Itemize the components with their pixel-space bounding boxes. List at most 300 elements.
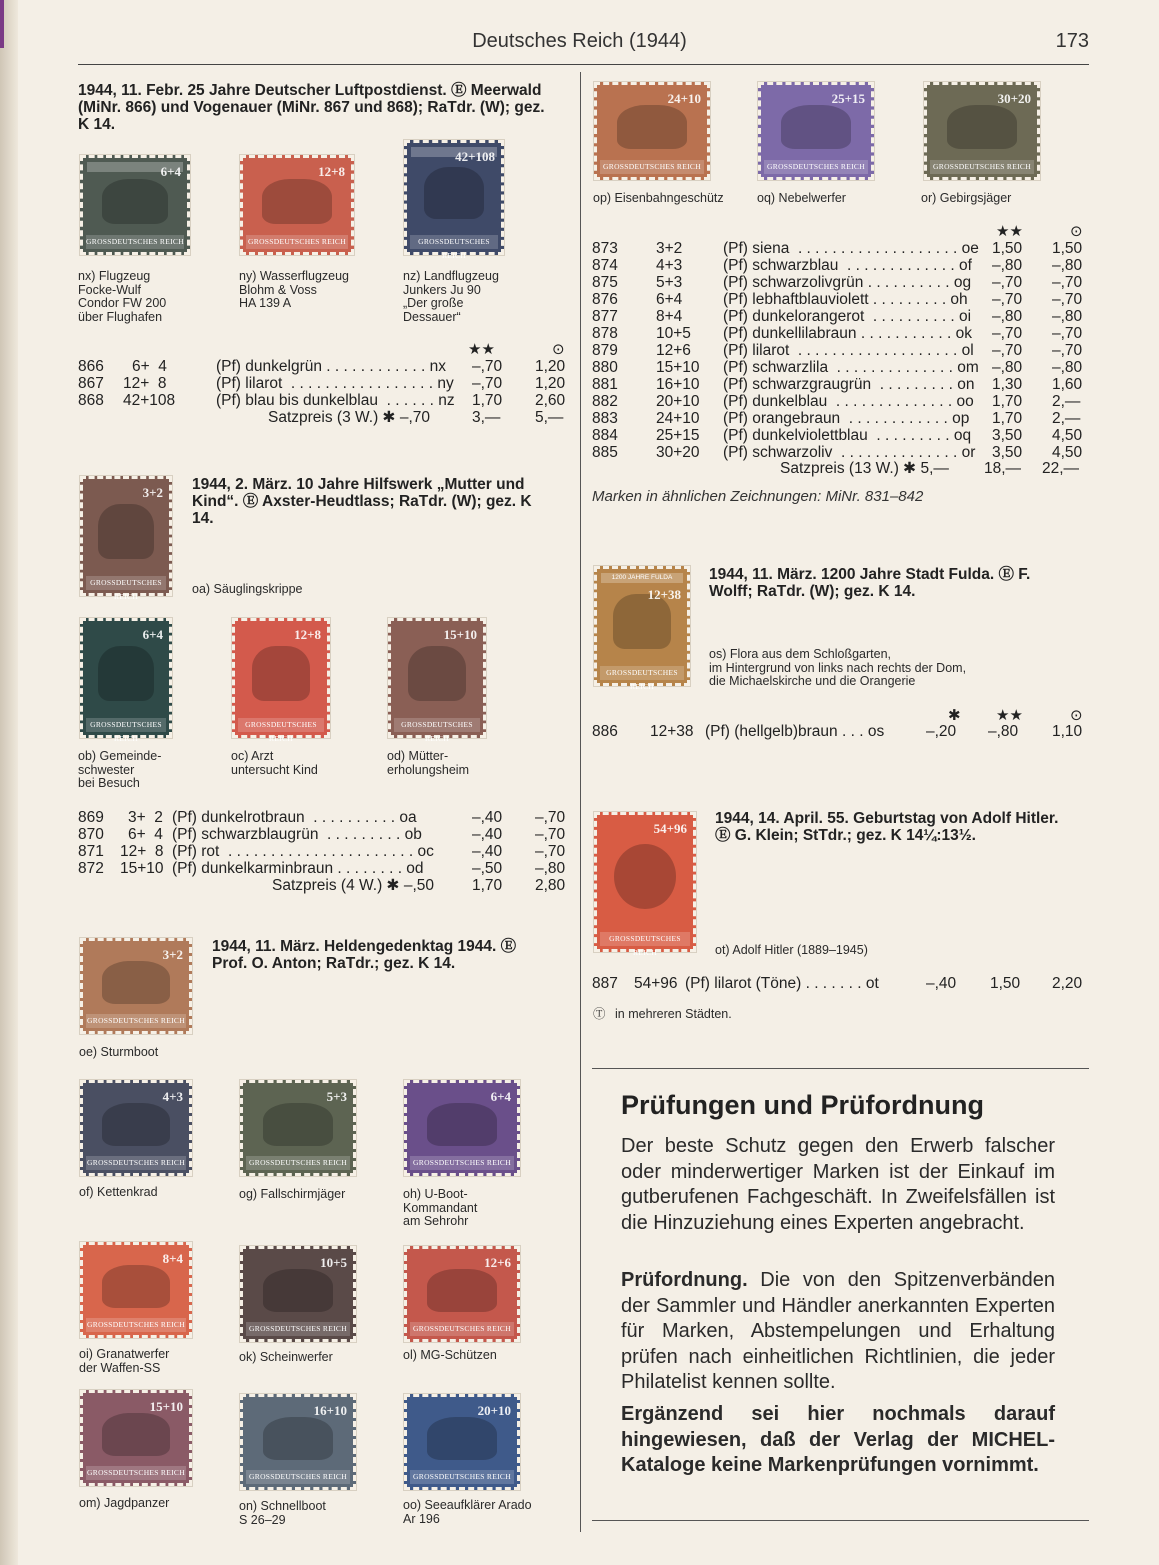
heading-line: K 14. — [78, 116, 116, 133]
column-head-mint: ★★ — [996, 223, 1023, 240]
seaplane-image — [427, 1417, 497, 1460]
color-description: (Pf) schwarzolivgrün . . . . . . . . . . og — [723, 274, 972, 291]
price-row — [592, 393, 1086, 410]
catalog-number: 873 — [592, 240, 618, 257]
stamp-oh — [404, 1080, 520, 1176]
face-value: 3+ 2 — [128, 809, 163, 826]
color-description: (Pf) dunkelkarminbraun . . . . . . . . od — [172, 860, 424, 877]
price-mint: –,80 — [992, 359, 1023, 376]
caption-or: or) Gebirgsjäger — [921, 191, 1012, 205]
price-mint: –,40 — [472, 843, 503, 860]
caption-line: über Flughafen — [78, 309, 163, 324]
price-used: –,80 — [1052, 359, 1083, 376]
caption-ny — [239, 270, 349, 311]
stamp-band: GROSSDEUTSCHES REICH — [86, 576, 166, 590]
half-track-image — [102, 1103, 170, 1146]
stamp-band: GROSSDEUTSCHES REICH — [246, 1156, 350, 1170]
heading-line: 1944, 14. April. 55. Geburtstag von Adolf Hitler. — [715, 810, 1059, 827]
caption-line: untersucht Kind — [231, 762, 318, 777]
price-mint: 1,50 — [990, 975, 1021, 992]
face-value: 8+4 — [656, 308, 683, 325]
info-box-top-rule — [592, 1068, 1089, 1069]
heading-line: Ⓔ G. Klein; StTdr.; gez. K 14¼:13½. — [715, 827, 976, 844]
face-value: 30+20 — [656, 444, 700, 461]
caption-ob — [78, 750, 161, 791]
catalog-number: 867 — [78, 375, 104, 392]
price-used: 4,50 — [1052, 444, 1083, 461]
header-rule — [78, 64, 1089, 65]
caption-line: bei Besuch — [78, 776, 140, 790]
stamp-on — [240, 1394, 356, 1490]
price-row — [592, 723, 1086, 740]
stamp-band: GROSSDEUTSCHES REICH — [410, 1322, 514, 1336]
stamp-band: GROSSDEUTSCHES REICH — [246, 1470, 350, 1484]
info-box-paragraph: Der beste Schutz gegen den Erwerb falscher oder minderwertiger Marken ist der Einkauf im gutberufenen Fachgeschäft. In Zweifelsfällen ist die Hinzuziehung eines Experten angebracht. — [621, 1135, 1055, 1234]
face-value: 12+6 — [656, 342, 691, 359]
price-used: –,70 — [535, 843, 566, 860]
heading-line: Wolff; RaTdr. (W); gez. K 14. — [709, 583, 916, 600]
price-row — [592, 376, 1086, 393]
price-row — [592, 257, 1086, 274]
stamp-denomination: 6+4 — [142, 627, 163, 642]
caption-om: om) Jagdpanzer — [79, 1496, 170, 1510]
catalog-number: 876 — [592, 291, 618, 308]
stamp-denomination: 16+10 — [313, 1403, 347, 1418]
column-head-used: ⊙ — [552, 341, 565, 358]
column-head-used: ⊙ — [1070, 707, 1083, 724]
stamp-band: GROSSDEUTSCHES REICH — [86, 1466, 186, 1480]
stamp-denomination: 24+10 — [667, 91, 701, 106]
info-box-lead: Prüfordnung. — [621, 1269, 748, 1291]
catalog-number: 879 — [592, 342, 618, 359]
price-used: –,70 — [1052, 325, 1083, 342]
caption-op: op) Eisenbahngeschütz — [593, 191, 724, 205]
catalog-number: 887 — [592, 975, 618, 992]
price-used: 1,10 — [1052, 723, 1083, 740]
caption-line: od) Mütter- — [387, 749, 449, 763]
info-box-title: Prüfungen und Prüfordnung — [621, 1090, 984, 1120]
stamp-denomination: 6+4 — [160, 164, 181, 179]
face-value: 6+4 — [656, 291, 683, 308]
caption-line: der Waffen-SS — [79, 1360, 161, 1375]
set-price-row — [78, 409, 570, 426]
set-price-used: 5,— — [535, 409, 564, 426]
caption-oq: oq) Nebelwerfer — [757, 191, 846, 205]
face-value: 6+ 4 — [128, 826, 163, 843]
stamp-oc — [232, 618, 330, 743]
doctor-image — [252, 646, 311, 701]
portrait-image — [614, 844, 675, 908]
stamp-ny — [240, 155, 354, 255]
color-description: (Pf) lilarot . . . . . . . . . . . . . . . . . . . ol — [723, 342, 974, 359]
set-price-mint: 3,— — [472, 409, 501, 426]
stamp-band: GROSSDEUTSCHES REICH — [86, 718, 166, 732]
caption-line: Condor FW 200 — [78, 296, 167, 310]
stamp-of — [80, 1080, 192, 1176]
caption-line: oh) U-Boot- — [403, 1187, 468, 1201]
caption-line: S 26–29 — [239, 1512, 286, 1527]
face-value: 54+96 — [634, 975, 678, 992]
price-mint: –,80 — [992, 308, 1023, 325]
column-head-hinged: ✱ — [948, 707, 961, 724]
price-row — [592, 359, 1086, 376]
price-used: –,70 — [535, 809, 566, 826]
tank-destroyer-image — [102, 1413, 170, 1456]
caption-line: Junkers Ju 90 — [403, 282, 481, 297]
catalog-number: 875 — [592, 274, 618, 291]
stamp-band: GROSSDEUTSCHES REICH — [394, 718, 480, 732]
caption-line: am Sehrohr — [403, 1214, 469, 1228]
stamp-band: GROSSDEUTSCHES REICH — [86, 1318, 186, 1332]
stamp-band: GROSSDEUTSCHES REICH — [246, 1322, 350, 1336]
heading-line: Prof. O. Anton; RaTdr.; gez. K 14. — [212, 955, 456, 972]
stamp-denomination: 12+38 — [647, 587, 681, 602]
stamp-od — [388, 618, 486, 743]
price-row — [78, 809, 570, 826]
periscope-image — [427, 1103, 497, 1146]
postmark-note — [593, 1008, 732, 1022]
face-value: 42+108 — [123, 392, 176, 409]
stamp-ob — [80, 618, 172, 743]
heading-line: 1944, 11. Febr. 25 Jahre Deutscher Luftpostdienst. Ⓔ Meerwald — [78, 82, 542, 99]
caption-line: im Hintergrund von links nach rechts der Dom, — [709, 660, 967, 675]
caption-line: „Der große — [403, 296, 464, 310]
color-description: (Pf) schwarzblaugrün . . . . . . . . . ob — [172, 826, 422, 843]
stamp-banner: 1200 JAHRE FULDA — [601, 573, 683, 583]
face-value: 10+5 — [656, 325, 691, 342]
caption-of: of) Kettenkrad — [79, 1185, 158, 1199]
stamp-denomination: 15+10 — [443, 627, 477, 642]
stamp-denomination: 54+96 — [653, 821, 687, 836]
color-description: (Pf) dunkelrotbraun . . . . . . . . . . oa — [172, 809, 417, 826]
set-price-mint: 18,— — [984, 460, 1022, 477]
caption-line: Blohm & Voss — [239, 282, 317, 297]
caption-line: on) Schnellboot — [239, 1499, 326, 1513]
face-value: 24+10 — [656, 410, 700, 427]
price-mint: –,40 — [472, 809, 503, 826]
stamp-band: GROSSDEUTSCHES REICH — [86, 235, 184, 249]
stamp-band: GROSSDEUTSCHES REICH — [930, 160, 1034, 174]
issue-heading-luftpost — [78, 82, 570, 133]
heading-line: 1944, 11. März. Heldengedenktag 1944. Ⓔ — [212, 938, 517, 955]
caption-line: die Michaelskirche und die Orangerie — [709, 674, 916, 688]
stamp-band: GROSSDEUTSCHES REICH — [764, 160, 868, 174]
speedboat-image — [263, 1417, 333, 1460]
stamp-band: GROSSDEUTSCHES REICH — [410, 1470, 514, 1484]
set-price-label: Satzpreis (13 W.) ✱ 5,— — [780, 460, 949, 477]
paratrooper-image — [263, 1103, 333, 1146]
seaplane-image — [262, 179, 331, 224]
info-box-text: Die von den Spitzenverbänden der Sammler und Händler anerkannten Experten für Marken, Abstempelungen und Erhaltung prüfen nach einheitlichen Richtlinien, die jeder Philatelist kennen sollte. — [621, 1269, 1055, 1393]
caption-line: oc) Arzt — [231, 749, 274, 763]
stamp-band: GROSSDEUTSCHES REICH — [86, 1014, 186, 1028]
mortar-image — [102, 1265, 170, 1308]
set-price-label: Satzpreis (4 W.) ✱ –,50 — [272, 877, 435, 894]
face-value: 12+38 — [650, 723, 694, 740]
column-head-mint: ★★ — [468, 341, 495, 358]
catalog-number: 870 — [78, 826, 104, 843]
heading-line: Kind“. Ⓔ Axster-Heudtlass; RaTdr. (W); gez. K — [192, 493, 532, 510]
color-description: (Pf) (hellgelb)braun . . . os — [705, 723, 885, 740]
caption-nz — [403, 270, 499, 324]
catalog-number: 871 — [78, 843, 104, 860]
stamp-denomination: 30+20 — [997, 91, 1031, 106]
stamp-nx — [80, 155, 190, 255]
price-used: 1,20 — [535, 358, 566, 375]
caption-oc — [231, 750, 318, 777]
mothers-home-image — [408, 646, 467, 701]
stamp-oa — [80, 476, 172, 601]
catalog-number: 882 — [592, 393, 618, 410]
stamp-band: GROSSDEUTSCHES REICH — [600, 932, 690, 946]
face-value: 12+ 8 — [120, 843, 164, 860]
price-used: –,70 — [1052, 274, 1083, 291]
price-row — [78, 375, 570, 392]
face-value: 20+10 — [656, 393, 700, 410]
stamp-denomination: 12+8 — [294, 627, 321, 642]
price-used: 1,20 — [535, 375, 566, 392]
face-value: 25+15 — [656, 427, 700, 444]
stamp-oi — [80, 1242, 192, 1338]
price-used: –,80 — [1052, 257, 1083, 274]
railway-gun-image — [617, 105, 687, 149]
caption-line: ob) Gemeinde- — [78, 749, 162, 763]
stamp-oo — [404, 1394, 520, 1490]
price-mint: 1,70 — [992, 393, 1023, 410]
price-mint: 1,30 — [992, 376, 1023, 393]
airplane-image — [102, 179, 169, 224]
similar-designs-note: Marken in ähnlichen Zeichnungen: MiNr. 831–842 — [592, 488, 924, 505]
stamp-denomination: 3+2 — [142, 485, 163, 500]
caption-line: oo) Seeaufklärer Arado — [403, 1498, 532, 1512]
caption-od — [387, 750, 469, 777]
price-mint: –,40 — [472, 826, 503, 843]
price-used: –,80 — [1052, 308, 1083, 325]
face-value: 5+3 — [656, 274, 683, 291]
catalog-number: 881 — [592, 376, 618, 393]
price-mint: 1,70 — [992, 410, 1023, 427]
color-description: (Pf) schwarzblau . . . . . . . . . . . . . of — [723, 257, 972, 274]
set-price-used: 2,80 — [535, 877, 566, 894]
price-used: –,70 — [1052, 291, 1083, 308]
price-used: 4,50 — [1052, 427, 1083, 444]
caption-line: os) Flora aus dem Schloßgarten, — [709, 647, 892, 661]
caption-line: HA 139 A — [239, 296, 292, 310]
catalog-number: 877 — [592, 308, 618, 325]
column-head-mint: ★★ — [996, 707, 1023, 724]
caption-line: Focke-Wulf — [78, 282, 141, 297]
color-description: (Pf) blau bis dunkelblau . . . . . . nz — [216, 392, 455, 409]
caption-oa: oa) Säuglingskrippe — [192, 582, 303, 596]
stamp-oe — [80, 938, 192, 1034]
stamp-oq — [758, 82, 874, 180]
stamp-band: GROSSDEUTSCHES REICH — [246, 235, 348, 249]
postmark-note-text: in mehreren Städten. — [615, 1007, 732, 1021]
face-value: 16+10 — [656, 376, 700, 393]
caption-oi — [79, 1348, 169, 1375]
stamp-denomination: 12+8 — [318, 164, 345, 179]
caption-line: ny) Wasserflugzeug — [239, 269, 349, 283]
caption-line: Ar 196 — [403, 1511, 440, 1526]
color-description: (Pf) lilarot . . . . . . . . . . . . . . . . . ny — [216, 375, 454, 392]
price-used: 2,— — [1052, 410, 1081, 427]
stamp-band: GROSSDEUTSCHES REICH — [410, 235, 498, 249]
price-mint: –,70 — [992, 291, 1023, 308]
face-value: 3+2 — [656, 240, 683, 257]
issue-heading-hilfswerk — [192, 476, 570, 527]
stamp-og — [240, 1080, 356, 1176]
price-used: 1,50 — [1052, 240, 1083, 257]
stamp-os — [594, 566, 690, 691]
stamp-band: GROSSDEUTSCHES REICH — [600, 160, 704, 174]
stamp-ok — [240, 1246, 356, 1342]
set-price-label: Satzpreis (3 W.) ✱ –,70 — [268, 409, 431, 426]
catalog-number: 883 — [592, 410, 618, 427]
caption-os — [709, 648, 966, 689]
price-row — [592, 410, 1086, 427]
catalog-number: 885 — [592, 444, 618, 461]
stamp-or — [924, 82, 1040, 180]
stamp-band: GROSSDEUTSCHES REICH — [238, 718, 324, 732]
price-row — [78, 826, 570, 843]
catalog-number: 878 — [592, 325, 618, 342]
price-mint: 1,50 — [992, 240, 1023, 257]
stamp-denomination: 42+108 — [455, 149, 495, 164]
caption-line: nz) Landflugzeug — [403, 269, 499, 283]
price-hinged: –,40 — [926, 975, 957, 992]
postmark-icon: Ⓣ — [593, 1007, 606, 1021]
stamp-band: GROSSDEUTSCHES REICH — [600, 666, 684, 680]
info-box-paragraph — [621, 1268, 1055, 1396]
stamp-om — [80, 1390, 192, 1486]
price-row — [78, 358, 570, 375]
price-used: 2,60 — [535, 392, 566, 409]
assault-boat-image — [102, 961, 170, 1004]
color-description: (Pf) dunkelorangerot . . . . . . . . . . oi — [723, 308, 972, 325]
caption-line: erholungsheim — [387, 762, 469, 777]
caption-line: nx) Flugzeug — [78, 269, 151, 283]
stamp-op — [594, 82, 710, 180]
caption-oo — [403, 1499, 532, 1526]
stamp-denomination: 20+10 — [477, 1403, 511, 1418]
price-mint: –,70 — [992, 342, 1023, 359]
face-value: 15+10 — [120, 860, 164, 877]
caption-ol: ol) MG-Schützen — [403, 1348, 497, 1362]
color-description: (Pf) siena . . . . . . . . . . . . . . . . . . . oe — [723, 240, 979, 257]
price-row — [592, 291, 1086, 308]
price-mint: 3,50 — [992, 444, 1023, 461]
color-description: (Pf) dunkelviolettblau . . . . . . . . . oq — [723, 427, 972, 444]
landplane-image — [424, 167, 484, 219]
price-row — [592, 325, 1086, 342]
set-price-row — [78, 877, 570, 894]
info-box-bottom-rule — [592, 1520, 1089, 1521]
price-mint: –,50 — [472, 860, 503, 877]
heading-line: 1944, 11. März. 1200 Jahre Stadt Fulda. Ⓔ F. — [709, 566, 1031, 583]
searchlight-image — [263, 1269, 333, 1312]
stamp-band: GROSSDEUTSCHES REICH — [410, 1156, 514, 1170]
stamp-denomination: 4+3 — [162, 1089, 183, 1104]
catalog-number: 874 — [592, 257, 618, 274]
caption-oe: oe) Sturmboot — [79, 1045, 159, 1059]
price-hinged: –,20 — [926, 723, 957, 740]
stamp-denomination: 3+2 — [162, 947, 183, 962]
mountain-trooper-image — [947, 105, 1017, 149]
column-divider — [580, 72, 581, 1532]
stamp-ol — [404, 1246, 520, 1342]
caption-line: oi) Granatwerfer — [79, 1347, 170, 1361]
set-price-mint: 1,70 — [472, 877, 503, 894]
price-row — [592, 274, 1086, 291]
page-number: 173 — [1055, 30, 1089, 52]
nursery-image — [98, 504, 153, 559]
stamp-nz — [404, 140, 504, 260]
price-mint: –,70 — [992, 274, 1023, 291]
caption-ok: ok) Scheinwerfer — [239, 1350, 333, 1364]
stamp-denomination: 6+4 — [490, 1089, 511, 1104]
price-row — [592, 975, 1086, 992]
price-used: 2,20 — [1052, 975, 1083, 992]
running-title: Deutsches Reich (1944) — [472, 30, 687, 52]
face-value: 12+ 8 — [123, 375, 167, 392]
color-description: (Pf) dunkelblau . . . . . . . . . . . . . . oo — [723, 393, 974, 410]
caption-line: schwester — [78, 762, 135, 777]
stamp-ot — [594, 812, 696, 957]
color-description: (Pf) orangebraun . . . . . . . . . . . . op — [723, 410, 970, 427]
color-description: (Pf) schwarzlila . . . . . . . . . . . . . . om — [723, 359, 979, 376]
color-description: (Pf) dunkelgrün . . . . . . . . . . . . nx — [216, 358, 447, 375]
price-row — [592, 342, 1086, 359]
rocket-launcher-image — [781, 105, 851, 149]
price-used: 2,— — [1052, 393, 1081, 410]
nurse-visit-image — [98, 646, 153, 701]
price-mint: 3,50 — [992, 427, 1023, 444]
catalog-number: 869 — [78, 809, 104, 826]
issue-heading-fulda — [709, 566, 1086, 600]
catalog-number: 880 — [592, 359, 618, 376]
catalog-number: 872 — [78, 860, 104, 877]
price-row — [78, 843, 570, 860]
price-mint: –,70 — [472, 358, 503, 375]
price-row — [592, 427, 1086, 444]
price-used: –,80 — [535, 860, 566, 877]
price-row — [78, 392, 570, 409]
color-description: (Pf) schwarzgraugrün . . . . . . . . . on — [723, 376, 975, 393]
price-row — [592, 444, 1086, 461]
caption-og: og) Fallschirmjäger — [239, 1187, 346, 1201]
stamp-denomination: 8+4 — [162, 1251, 183, 1266]
price-row — [592, 308, 1086, 325]
info-box-paragraph-bold: Ergänzend sei hier nochmals darauf hingewiesen, daß der Verlag der MICHEL-Kataloge keine Markenprüfungen vornimmt. — [621, 1403, 1055, 1476]
heading-line: (MiNr. 866) und Vogenauer (MiNr. 867 und 868); RaTdr. (W); gez. — [78, 99, 545, 116]
color-description: (Pf) dunkellilabraun . . . . . . . . . . . ok — [723, 325, 972, 342]
column-head-used: ⊙ — [1070, 223, 1083, 240]
heading-line: 1944, 2. März. 10 Jahre Hilfswerk „Mutter und — [192, 476, 525, 493]
stamp-denomination: 15+10 — [149, 1399, 183, 1414]
caption-oh — [403, 1188, 477, 1229]
caption-ot: ot) Adolf Hitler (1889–1945) — [715, 943, 868, 957]
color-description: (Pf) rot . . . . . . . . . . . . . . . . . . . . . . oc — [172, 843, 434, 860]
caption-nx — [78, 270, 166, 324]
price-mint: –,70 — [472, 375, 503, 392]
stamp-band: GROSSDEUTSCHES REICH — [86, 1156, 186, 1170]
set-price-row — [592, 460, 1086, 477]
caption-line: Dessauer“ — [403, 309, 461, 324]
caption-on — [239, 1500, 326, 1527]
stamp-denomination: 5+3 — [326, 1089, 347, 1104]
color-description: (Pf) lebhaftblauviolett . . . . . . . . . oh — [723, 291, 968, 308]
price-mint: –,80 — [992, 257, 1023, 274]
